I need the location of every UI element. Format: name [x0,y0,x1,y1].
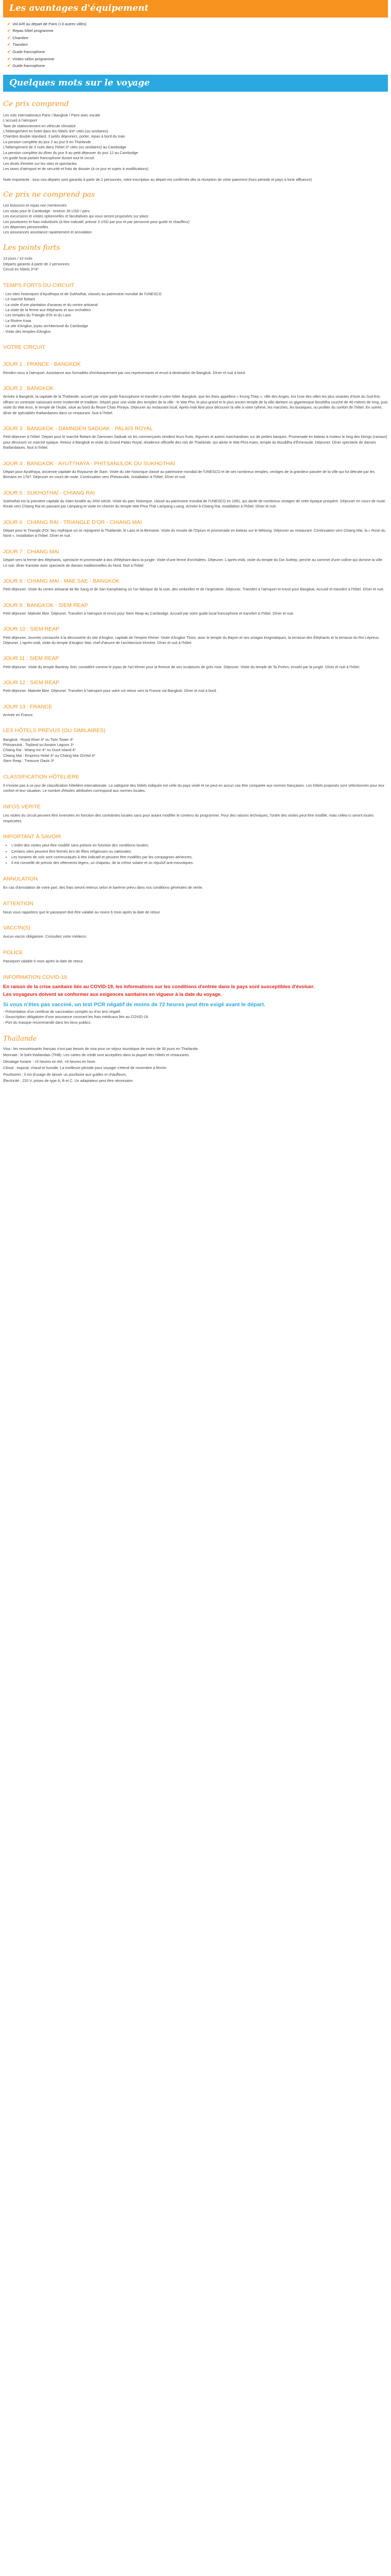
day-title: JOUR 1 : FRANCE - BANGKOK [3,361,81,368]
list-item: Les vols internationaux Paris / Bangkok / Paris avec escale [3,112,101,117]
list-item: Taxe de stationnement en véhicule climatisé [3,123,76,128]
day-text: Petit déjeuner. Visite du temple Banteay Srei, considéré comme le joyau de l'art khmer pour la finesse de ses sculptures de grès rose. Déjeuner. Visite du temple de Ta Prohm, envahi par la jungle. Dîner et nuit à l'hôtel. [3,664,360,669]
list-item: • L'ordre des visites peut être modifié sans préavis en fonction des conditions locales. [11,843,388,848]
section-title-important: IMPORTANT À SAVOIR [3,833,61,840]
list-item: L'accueil à l'aéroport [3,118,37,123]
list-item: - Visite des temples d'Angkor [3,329,51,334]
check-icon: ✔ [7,21,11,26]
day-text: Départ pour Ayutthaya, ancienne capitale du Royaume de Siam. Visite du site historique classé au patrimoine mondial de l'UNESCO et de ses nombreux temples, vestiges de la grandeur passée de la ville qui fut détruite par les Birmans en 1767. Déjeuner en cours de route. Continuation vers Phitsanulok. Installation à l'hôtel. Dîner et nuit. [3,469,375,480]
list-item: 13 jours / 10 nuits [3,256,32,261]
points-forts-list [3,256,388,272]
day-text: Départ pour le Triangle d'Or, lieu mythique où se rejoignent la Thaïlande, le Laos et la Birmanie. Visite du musée de l'Opium et promenade en bateau sur le Mékong. Déjeuner au restaurant. Continuation vers Chiang Mai, la « Rose du Nord ». Installation à l'hôtel. Dîner et nuit. [3,528,385,538]
paragraph: Décalage horaire : +5 heures en été, +6 heures en hiver. [3,1059,96,1064]
list-item: Les visas pour le Cambodge : environ 30 USD / pers [3,208,90,213]
list-item: ✔ Vol A/R au départ de Paris (+3 autres villes) [7,21,87,26]
day-block [3,548,388,568]
temps-forts-list [3,292,388,335]
day-title: JOUR 6 : CHIANG RAI - TRIANGLE D'OR - CHIANG MAI [3,519,142,526]
infos-text: Les visites du circuit peuvent être inversées en fonction des contraintes locales sans pour autant modifier le contenu du programme. Pour des raisons techniques, l'ordre des visites peut être modifié, mais celles-ci seront toutes respectées. [3,813,374,823]
page [0,0,391,1116]
day-block [3,385,388,416]
list-item: Phitsanulok : Topland ou Amarin Lagoon 3* [3,742,74,748]
vaccins-text: Aucun vaccin obligatoire. Consultez votre médecin. [3,934,88,939]
day-title: JOUR 2 : BANGKOK [3,385,54,392]
check-icon: ✔ [7,28,11,33]
day-block [3,460,388,480]
section-title-prix-comprend: Ce prix comprend [3,100,69,109]
list-item: Chiang Mai : Empress Hotel 4* ou Chiang Mai Orchid 4* [3,753,95,758]
list-item: - Le site d'Angkor, joyau architectural du Cambodge [3,324,88,329]
section-title-thailande: Thaïlande [3,1035,37,1043]
day-block [3,602,388,617]
list-item: Chiang Rai : Wiang Inn 4* ou Dusit Island 4* [3,748,76,753]
day-title: JOUR 13 : FRANCE [3,703,53,710]
covid-info: Si vous n'êtes pas vacciné, un test PCR négatif de moins de 72 heures peut être exigé avant le départ. [3,1001,266,1008]
covid-list [3,1009,388,1025]
day-title: JOUR 12 : SIEM REAP [3,680,60,686]
day-text: Rendez-vous à l'aéroport. Assistance aux formalités d'embarquement par nos représentants et envol à destination de Bangkok. Dîner et nuit à bord. [3,370,246,375]
list-item: Chambre double standard, 3 petits déjeuners, porter, repas à bord du train [3,134,125,139]
list-item: L'hébergement de 3 nuits dans l'hôtel 3* cités (ou similaires) au Cambodge [3,145,126,150]
list-item: - Souscription obligatoire d'une assurance couvrant les frais médicaux liés au COVID-19. [3,1014,149,1020]
police-text: Passeport valable 6 mois après la date de retour. [3,959,84,964]
list-item: ✔ Repas hôtel programme [7,28,54,33]
list-item: L'hébergement en hotel dans les hôtels 3/4* cités (ou similaires) [3,129,108,134]
section-title-classification: CLASSIFICATION HÔTELIÈRE [3,773,79,780]
day-block [3,425,388,451]
section-title-attention: ATTENTION [3,900,34,907]
spacer [3,172,388,176]
day-block [3,625,388,646]
section-title-police: POLICE [3,949,23,956]
day-block [3,361,388,376]
day-text: Petit déjeuner. Journée consacrée à la découverte du site d'Angkor, capitale de l'empire Khmer. Visite d'Angkor Thom, avec le temple du Bayon et ses visages énigmatiques, la terrasse des Éléphants et la terrasse du Roi Lépreux. Déjeuner. L'après-midi, visite du temple d'Angkor Wat, chef-d'œuvre de l'architecture khmère. Dîner et nuit à l'hôtel. [3,635,380,645]
day-text: Arrivée en France. [3,712,34,717]
day-block [3,578,388,592]
section-title-vaccins: VACCIN(S) [3,925,30,931]
list-item: Les dépenses personnelles [3,225,48,230]
covid-warning: Les voyageurs doivent se conformer aux exigences sanitaires en vigueur à la date du voyage. [3,991,222,997]
day-title: JOUR 4 : BANGKOK - AYUTTHAYA - PHITSANULOK OU SUKHOTHAÏ [3,460,175,467]
section-title-infos: INFOS VÉRITÉ [3,803,41,810]
section-title-covid: INFORMATION COVID-19 [3,974,68,980]
list-item: - La visite d'une plantation d'ananas et du centre artisanal [3,302,98,307]
day-title: JOUR 11 : SIEM REAP [3,655,59,662]
important-list [3,843,388,866]
list-item: Circuit en hôtels 3*/4* [3,267,39,272]
day-text: Arrivée à Bangkok, la capitale de la Thaïlande, accueil par votre guide francophone et transfert à votre hôtel. Bangkok, que les thaïs appellent « Krung Thep », ville des Anges, est l'une des villes les plus vivantes d'Asie du Sud-Est, offrant un contraste saisissant entre modernité et tradition. Départ pour une visite des temples de la ville : le Wat Pho, le plus grand et le plus ancien temple de la ville abritant un gigantesque Bouddha couché de 46 mètres de long, puis visite du Wat Arun, le temple de l'Aube, situé au bord du fleuve Chao Phraya. Déjeuner au restaurant local. Après-midi libre pour découvrir la ville à votre rythme, les marchés, les boutiques, ou profiter du confort de l'hôtel. En soirée, dîner de spécialités thaïlandaises dans un restaurant. Nuit à l'hôtel. [3,394,388,415]
paragraph: Pourboires : il est d'usage de laisser un pourboire aux guides et chauffeurs. [3,1072,127,1077]
check-icon: ✔ [7,49,11,55]
day-block [3,679,388,694]
day-text: Petit déjeuner. Visite du centre artisanal de Bo Sang et de San Kamphaeng où l'on fabrique de la soie, des ombrelles et de l'argenterie. Déjeuner. Transfert à l'aéroport et envol pour Bangkok. Accueil et transfert à l'hôtel. Dîner et nuit. [3,587,384,592]
thailande-info [3,1046,388,1084]
day-title: JOUR 7 : CHIANG MAI [3,548,59,555]
check-icon: ✔ [7,35,11,40]
list-item: • Il est conseillé de prévoir des vêtements légers, un chapeau, de la crème solaire et un répulsif anti-moustiques. [11,860,388,866]
list-item: Les boissons et repas non mentionnés [3,203,67,208]
list-item: - La Rivière Kwai [3,318,31,323]
banner-mots: Quelques mots sur le voyage [3,75,388,92]
day-text: Départ vers la ferme des éléphants, spectacle et promenade à dos d'éléphant dans la jungle. Visite d'une ferme d'orchidées. Déjeuner. L'après-midi, visite du temple du Doi Suthep, perché au sommet d'une colline qui domine la ville. Le soir, dîner Kantoke avec spectacle de danses traditionnelles du Nord. Nuit à l'hôtel. [3,557,383,568]
classification-text: Il n'existe pas à ce jour de classification hôtelière internationale. La catégorie des hôtels indiquée est celle du pays visité et ne peut en aucun cas être comparée aux normes françaises. Les hôtels proposés sont sélectionnés pour leur confort et leur situation. Le nombre d'étoiles attribuées correspond aux normes locales. [3,783,385,793]
list-item: - Port du masque recommandé dans les lieux publics. [3,1020,91,1025]
list-item: Les assurances assistance rapatriement et annulation [3,230,92,235]
day-title: JOUR 10 : SIEM REAP [3,626,60,633]
day-text: Sukhothaï est la première capitale du Siam fondée au XIIIe siècle. Visite du parc historique, classé au patrimoine mondial de l'UNESCO en 1991, qui abrite de nombreux vestiges de cette époque prospère. Déjeuner en cours de route. Route vers Chiang Rai en passant par Lampang et visite en chemin du temple Wat Phra That Lampang Luang. Arrivée à Chiang Rai, installation à l'hôtel. Dîner et nuit. [3,498,386,509]
list-item: ✔ Guide francophone [7,63,45,69]
section-title-hotels: LES HÔTELS PRÉVUS (OU SIMILAIRES) [3,727,106,734]
list-item: ✔ Chambre [7,35,28,40]
list-item: - Présentation d'un certificat de vaccination complet ou d'un test négatif. [3,1009,121,1014]
list-item: - Les sites historiques d'Ayutthaya et de Sukhothai, classés au patrimoine mondial de l'UNESCO [3,291,162,296]
check-icon: ✔ [7,56,11,61]
section-title-points-forts: Les points forts [3,243,60,252]
attention-text: Nous vous rappelons que le passeport doit être valable au moins 6 mois après la date de retour. [3,909,161,914]
prix-comprend-list [3,113,388,172]
list-item: Les excursions et visites optionnelles et facultatives qui vous seront proposées sur place [3,214,149,219]
list-item: - La visite de la ferme aux éléphants et aux orchidées [3,308,91,313]
section-title-votre-circuit: VOTRE CIRCUIT [3,344,45,351]
paragraph: Monnaie : le baht thaïlandais (THB). Les cartes de crédit sont acceptées dans la plupart des hôtels et restaurants. [3,1053,190,1058]
list-item: ✔ Visites selon programme [7,56,55,61]
day-block [3,489,388,510]
annulation-text: En cas d'annulation de votre part, des frais seront retenus selon le barème prévu dans nos conditions générales de vente. [3,885,203,890]
prix-note: Note importante : tous nos départs sont garantis à partir de 2 personnes, votre inscription au départ est confirmée dès la réception de votre paiement (hors période et pays à forte affluence) [3,177,312,182]
list-item: Départs garantis à partir de 2 personnes [3,261,70,266]
prix-ne-comprend-list [3,203,388,235]
list-item: Les taxes d'aéroport et de sécurité et frais de dossier (à ce jour et sujets à modifications) [3,166,149,172]
covid-warning: En raison de la crise sanitaire liée au COVID-19, les informations sur les conditions d'entrée dans le pays sont susceptibles d'évoluer. [3,984,315,990]
day-text: Petit déjeuner à l'hôtel. Départ pour le marché flottant de Damnoen Saduak où les commerçants vendent leurs fruits, légumes et autres marchandises sur de petites barques. Promenade en bateau à moteur le long des klongs (canaux) pour découvrir ce marché typique. Retour à Bangkok et visite du Grand Palais Royal, résidence officielle des rois de Thaïlande, qui abrite le Wat Phra Kaeo, temple du Bouddha d'Émeraude. Déjeuner. Dîner spectacle de danses thaïlandaises. Nuit à l'hôtel. [3,434,387,450]
banner-avantages: Les avantages d'équipement [3,0,388,18]
list-item: ✔ Transfert [7,42,28,47]
list-item: Bangkok : Royal River 4* ou Twin Tower 4* [3,737,74,742]
day-block [3,703,388,718]
day-title: JOUR 3 : BANGKOK - DAMNOEN SADUAK - PALAIS ROYAL [3,426,153,432]
hotels-list [3,737,388,764]
day-block [3,519,388,539]
section-title-temps-forts: TEMPS FORTS DU CIRCUIT [3,282,75,289]
avantages-list [7,21,388,70]
day-title: JOUR 8 : CHIANG MAI - MAE SAE - BANGKOK [3,578,120,584]
day-text: Petit déjeuner. Matinée libre. Déjeuner. Transfert à l'aéroport et envol pour Siem Reap au Cambodge. Accueil par votre guide local francophone et transfert à l'hôtel. Dîner et nuit. [3,611,294,616]
paragraph: Climat : tropical, chaud et humide. La meilleure période pour voyager s'étend de novembre à février. [3,1065,168,1071]
paragraph: Visa : les ressortissants français n'ont pas besoin de visa pour un séjour touristique de moins de 30 jours en Thaïlande. [3,1046,199,1051]
list-item: • Les horaires de vols sont communiqués à titre indicatif et peuvent être modifiés par les compagnies aériennes. [11,855,388,860]
list-item: Siem Reap : Treasure Oasis 3* [3,758,55,764]
list-item: - Le marché flottant [3,297,35,302]
list-item: La pension complète du dîner du jour 9 au petit déjeuner du jour 12 au Cambodge [3,150,138,155]
list-item: Les pourboires et frais individuels (à titre indicatif, prévoir 3 USD par jour et par personne pour guide et chauffeur) [3,219,190,224]
section-title-annulation: ANNULATION [3,875,38,882]
paragraph: Électricité : 220 V, prises de type A, B et C. Un adaptateur peut être nécessaire. [3,1078,134,1083]
section-title-prix-ne-comprend: Ce prix ne comprend pas [3,190,95,199]
day-title: JOUR 9 : BANGKOK - SIEM REAP [3,602,88,608]
list-item: Un guide local parlant francophone durant tout le circuit [3,156,94,161]
day-block [3,655,388,670]
day-title: JOUR 5 : SUKHOTHAÏ - CHIANG RAI [3,489,95,496]
list-item: - Les temples du Triangle d'Or et du Laos [3,313,71,318]
list-item: La pension complète du jour 2 au jour 9 en Thaïlande [3,139,91,144]
check-icon: ✔ [7,42,11,47]
list-item: Les droits d'entrée sur les sites et spectacles [3,161,77,166]
day-text: Petit déjeuner. Matinée libre. Déjeuner. Transfert à l'aéroport pour votre vol retour vers la France via Bangkok. Dîner et nuit à bord. [3,688,217,693]
check-icon: ✔ [7,63,11,69]
list-item: ✔ Guide francophone [7,49,45,55]
list-item: • Certains sites peuvent être fermés lors de fêtes religieuses ou nationales. [11,849,388,854]
